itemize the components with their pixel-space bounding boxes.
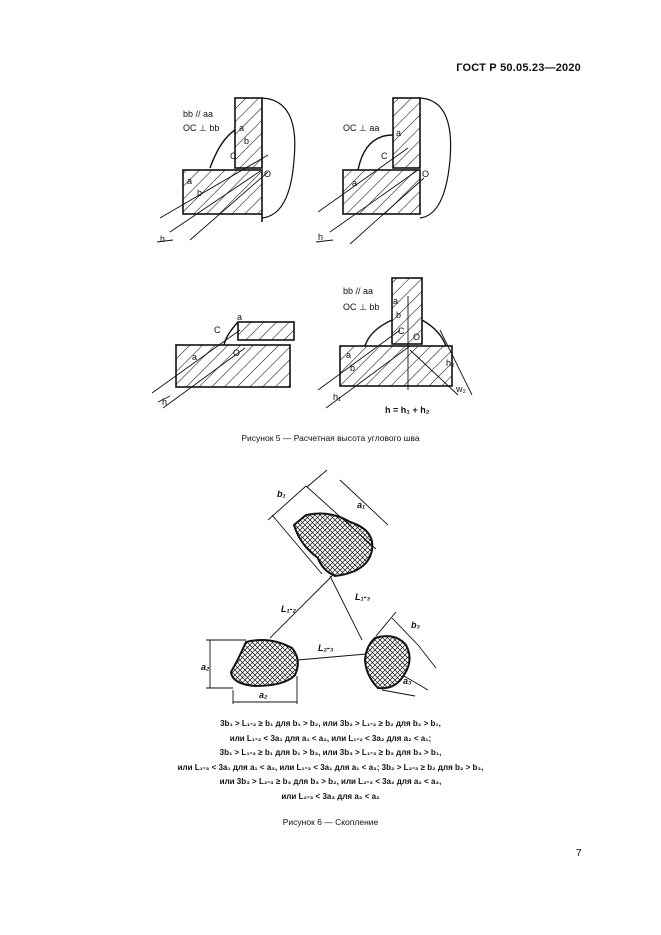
panel-lap-joint bbox=[152, 322, 294, 408]
pore-1 bbox=[294, 514, 372, 576]
document-standard-header: ГОСТ Р 50.05.23—2020 bbox=[456, 62, 581, 74]
label-o-p3: O bbox=[233, 348, 241, 358]
label-a-p2: a bbox=[396, 128, 402, 138]
label-b2-bottom: a₂ bbox=[259, 690, 268, 700]
label-a-lower: a bbox=[187, 176, 193, 186]
label-o-p4: O bbox=[413, 332, 421, 342]
label-l13: L₁-₃ bbox=[355, 592, 371, 602]
label-b1: b₁ bbox=[277, 489, 286, 499]
label-b3: b₃ bbox=[411, 620, 420, 630]
label-h: h bbox=[160, 234, 166, 244]
label-h-p3: h bbox=[162, 397, 168, 407]
label-h1: h₁ bbox=[333, 392, 342, 402]
page-number: 7 bbox=[576, 848, 582, 859]
label-oc-perp-bb-p4: OC ⊥ bb bbox=[343, 302, 380, 312]
condition-line: или L₁-₂ < 3a₁ для a₁ < a₂, или L₁-₂ < 3a₂ для a₂ < a₁; bbox=[229, 733, 432, 743]
label-b-lower-p4: b bbox=[350, 363, 356, 373]
panel-concave-fillet bbox=[316, 98, 451, 244]
figure-5-caption: Рисунок 5 — Расчетная высота углового шва bbox=[241, 433, 420, 443]
label-l23: L₂-₃ bbox=[318, 643, 334, 653]
label-c: C bbox=[230, 151, 237, 161]
condition-line: или 3b₃ > L₂-₃ ≥ b₃ для b₃ > b₂, или L₂-₃ < 3a₂ для a₂ < a₃, bbox=[219, 777, 442, 786]
label-h-p2: h bbox=[318, 232, 324, 242]
label-a-lower-p3: a bbox=[192, 352, 198, 362]
label-l12: L₁-₂ bbox=[281, 604, 297, 614]
label-a-p4: a bbox=[393, 296, 399, 306]
figure-6-diagram bbox=[201, 470, 436, 704]
figure-6-caption: Рисунок 6 — Скопление bbox=[282, 817, 379, 827]
label-h-sum: h = h₁ + h₂ bbox=[385, 405, 430, 415]
label-b: b bbox=[244, 136, 250, 146]
label-oc-perp-bb: OC ⊥ bb bbox=[183, 123, 220, 133]
label-c-p3: C bbox=[214, 325, 221, 335]
label-bb-parallel-aa-p4: bb // aa bbox=[343, 286, 374, 296]
label-c-p4: C bbox=[398, 326, 405, 336]
label-a1: a₁ bbox=[357, 500, 366, 510]
condition-line: 3b₁ > L₁-₃ ≥ b₁ для b₁ > b₃, или 3b₃ > L₁-₃ ≥ b₃ для b₃ > b₁, bbox=[219, 748, 442, 757]
label-a-p3: a bbox=[237, 312, 243, 322]
label-a: a bbox=[239, 123, 245, 133]
label-h2: h₂ bbox=[446, 358, 455, 368]
label-a-lower-p4: a bbox=[346, 350, 352, 360]
cluster-conditions bbox=[0, 717, 661, 804]
label-a3: a₃ bbox=[403, 676, 412, 686]
label-bb-parallel-aa: bb // aa bbox=[183, 109, 214, 119]
label-b-lower: b bbox=[197, 188, 203, 198]
label-a2: a₂ bbox=[201, 662, 210, 672]
label-w2: w₂ bbox=[456, 384, 466, 394]
label-o-p2: O bbox=[422, 169, 430, 179]
pore-2 bbox=[231, 640, 298, 686]
label-c-p2: C bbox=[381, 151, 388, 161]
label-a-lower-p2: a bbox=[352, 178, 358, 188]
condition-line: или L₁-₃ < 3a₁ для a₁ < a₃, или L₁-₃ < 3a₁ для a₁ < a₃; 3b₂ > L₂-₃ ≥ b₂ для b₂ > b₃, bbox=[177, 762, 484, 772]
panel-convex-fillet bbox=[157, 98, 295, 242]
label-oc-perp-aa: OC ⊥ aa bbox=[343, 123, 380, 133]
condition-line: 3b₁ > L₁-₂ ≥ b₁ для b₁ > b₂, или 3b₂ > L₁-₂ ≥ b₂ для b₂ > b₁, bbox=[220, 719, 441, 728]
condition-line: или L₂-₃ < 3a₃ для a₃ < a₂ bbox=[281, 791, 380, 801]
label-b-p4: b bbox=[396, 310, 402, 320]
label-o: O bbox=[264, 169, 272, 179]
